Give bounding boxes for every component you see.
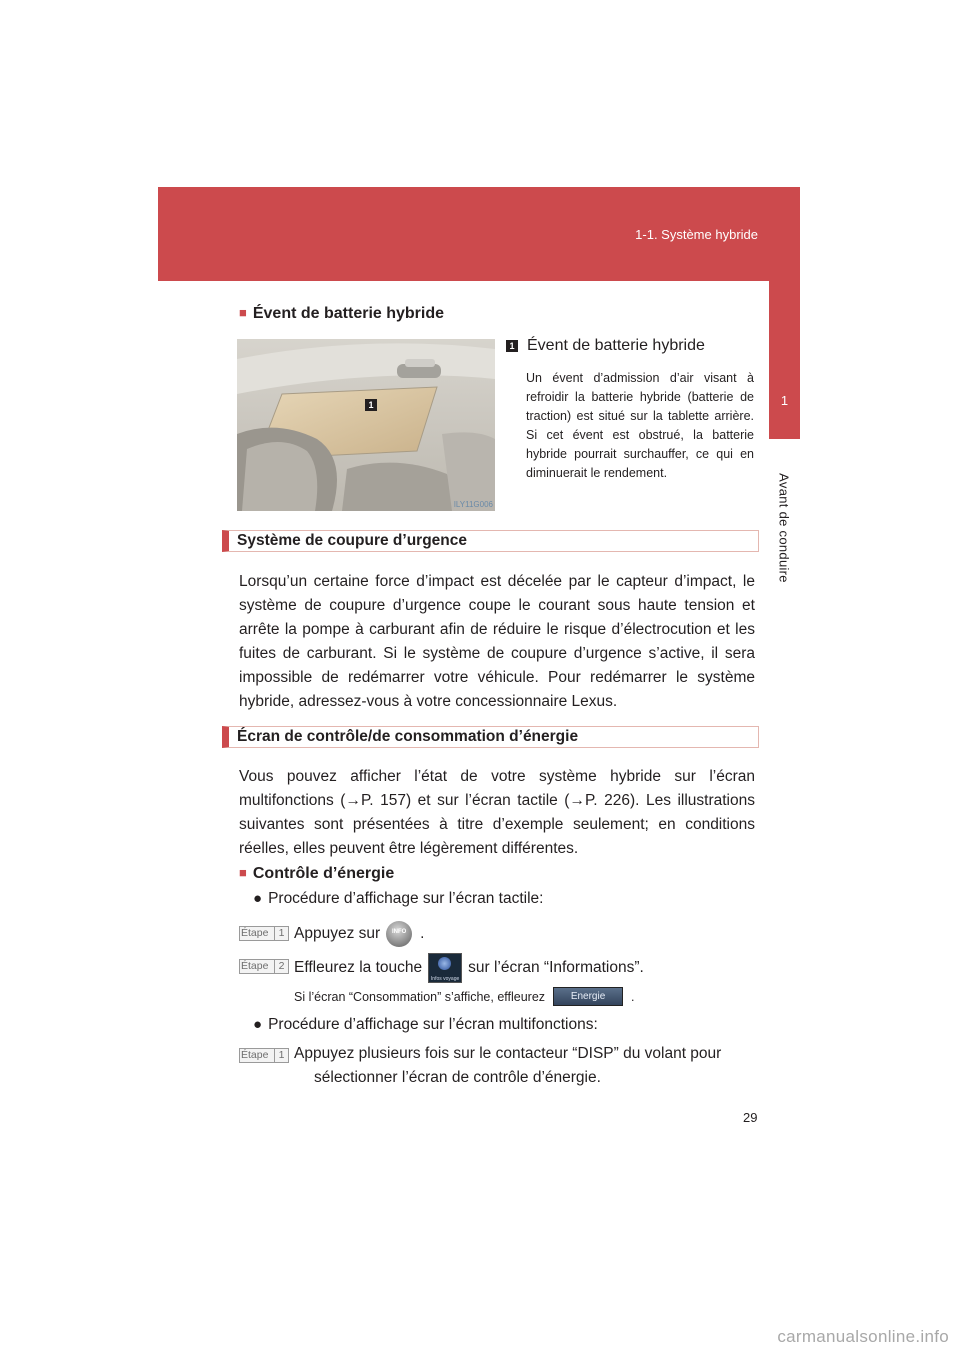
chapter-title: Avant de conduire — [776, 473, 792, 583]
round-bullet-icon: ● — [253, 890, 263, 907]
callout-title — [506, 337, 705, 355]
trip-info-icon[interactable] — [428, 953, 462, 983]
square-bullet-icon: ■ — [239, 305, 247, 320]
step-3-line1: Appuyez plusieurs fois sur le contacteur “DISP” du volant pour — [294, 1045, 722, 1062]
info-icon-label: INFO — [392, 929, 407, 935]
step-1-text — [294, 921, 424, 947]
step-badge-1 — [239, 926, 289, 941]
callout-body: Un évent d’admission d’air visant à refroidir la batterie hybride (batterie de traction) est situé sur la tablette arrière. Si cet évent est obstrué, la batterie hybride pourrait surchauffer, ce qui en diminuerait le rendement. — [526, 371, 754, 480]
trip-icon-caption: Infos voyage — [430, 976, 460, 982]
note-end: . — [631, 989, 635, 1004]
car-interior-illustration — [237, 339, 495, 511]
square-bullet-icon: ■ — [239, 865, 247, 880]
step-2-text — [294, 953, 644, 983]
step-badge-3 — [239, 1048, 289, 1063]
bullet-multi — [253, 1016, 598, 1034]
chapter-number: 1 — [780, 393, 789, 408]
header-band — [158, 187, 800, 281]
step-label: Étape — [241, 927, 269, 939]
energie-button-icon[interactable]: Energie — [553, 987, 623, 1006]
section-heading: Écran de contrôle/de consommation d’énergie — [237, 728, 579, 745]
step-number: 1 — [274, 1049, 288, 1062]
callout-number: 1 — [506, 340, 518, 352]
svg-text:1: 1 — [368, 400, 374, 410]
bullet-touch — [253, 890, 543, 908]
round-bullet-icon: ● — [253, 1016, 263, 1033]
step-number: 1 — [274, 927, 288, 940]
step-note — [294, 987, 635, 1006]
step-3-line2: sélectionner l’écran de contrôle d’énergie. — [314, 1069, 601, 1086]
step-label: Étape — [241, 960, 269, 972]
vent-subheading — [239, 305, 444, 323]
section-header-emergency — [222, 530, 759, 552]
bullet-multi-text: Procédure d’affichage sur l’écran multifonctions: — [268, 1016, 598, 1033]
step-badge-2 — [239, 959, 289, 974]
callout-title-text: Évent de batterie hybride — [527, 337, 705, 354]
section-heading: Système de coupure d’urgence — [237, 532, 467, 549]
page-number: 29 — [743, 1110, 758, 1125]
step-1-label: Appuyez sur — [294, 925, 381, 942]
step-label: Étape — [241, 1049, 269, 1061]
trip-glyph — [438, 957, 451, 970]
info-button-icon[interactable] — [386, 921, 412, 947]
step-number: 2 — [274, 960, 288, 973]
vent-photo — [237, 339, 495, 511]
section-title: 1-1. Système hybride — [635, 227, 758, 242]
energy-subheading-text: Contrôle d’énergie — [252, 865, 395, 882]
vent-subheading-text: Évent de batterie hybride — [252, 305, 445, 322]
bullet-touch-text: Procédure d’affichage sur l’écran tactile: — [268, 890, 544, 907]
photo-code: ILY11G006 — [453, 500, 493, 509]
note-text: Si l’écran “Consommation” s’affiche, effleurez — [294, 989, 546, 1004]
step-2-label-a: Effleurez la touche — [294, 959, 423, 976]
step-2-label-b: sur l’écran “Informations”. — [468, 959, 644, 976]
energy-paragraph: Vous pouvez afficher l’état de votre système hybride sur l’écran multifonctions (→P. 157) et sur l’écran tactile (→P. 226). Les illustrations suivantes sont présentées à titre d’exemple seulement; en conditions réelles, elles peuvent être légèrement différentes. — [239, 768, 755, 857]
emergency-paragraph: Lorsqu’un certaine force d’impact est décelée par le capteur d’impact, le système de coupure d’urgence coupe le courant sous haute tension et arrête la pompe à carburant afin de réduire le risque d’électrocution et les fuites de carburant. Si le système de coupure d’urgence s’active, il sera impossible de redémarrer votre véhicule. Pour redémarrer le système hybride, adressez-vous à votre concessionnaire Lexus. — [239, 573, 755, 710]
step-1-end: . — [420, 925, 425, 942]
energy-subheading — [239, 865, 394, 883]
watermark[interactable]: carmanualsonline.info — [777, 1327, 949, 1346]
section-header-energy — [222, 726, 759, 748]
chapter-tab[interactable] — [769, 281, 800, 439]
